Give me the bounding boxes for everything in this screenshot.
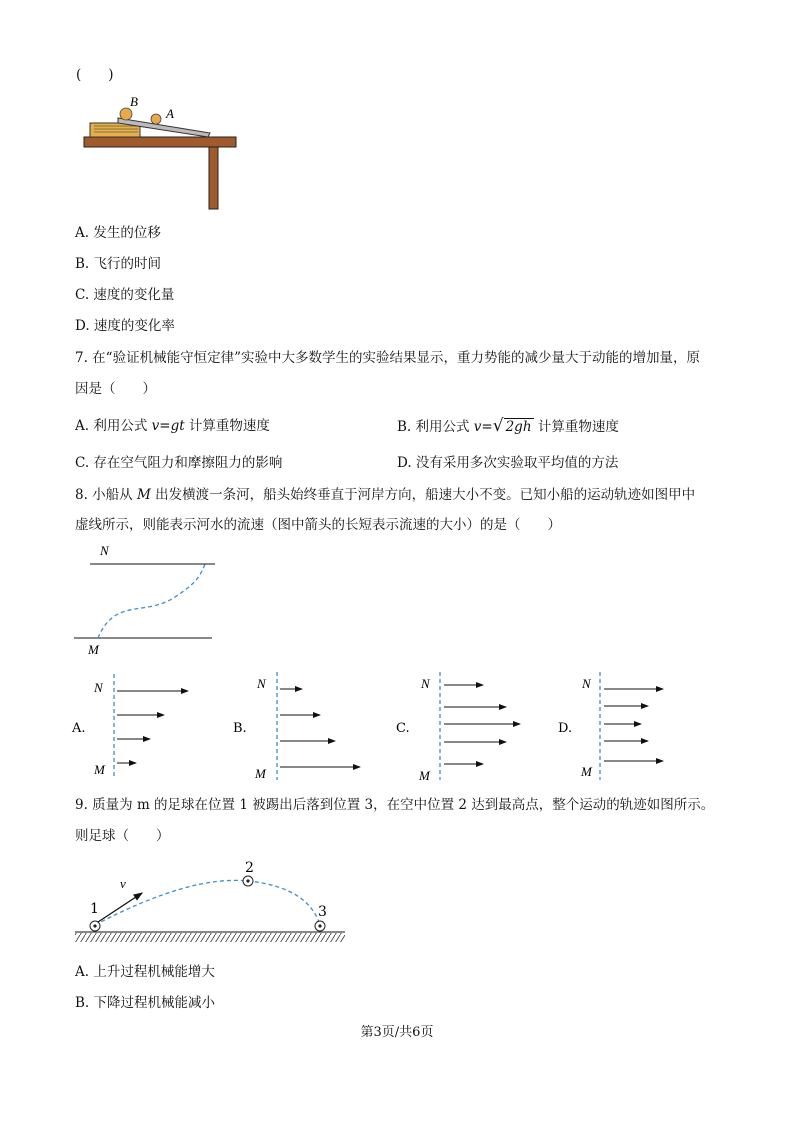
q6-option-d: D. 速度的变化率 bbox=[75, 318, 175, 334]
page-footer: 第3页/共6页 bbox=[360, 1025, 434, 1040]
option-a-n: N bbox=[94, 680, 103, 695]
football-trajectory-figure bbox=[70, 855, 350, 950]
bank-label-m: M bbox=[88, 642, 99, 657]
position-2-label: 2 bbox=[245, 860, 254, 876]
q7-stem-line1: 7. 在“验证机械能守恒定律”实验中大多数学生的实验结果显示，重力势能的减少量大于动能的增加量，原 bbox=[75, 350, 700, 366]
option-d-m: M bbox=[581, 764, 592, 779]
q6-table-figure bbox=[70, 92, 240, 214]
option-d-label: D. bbox=[558, 721, 573, 736]
q7-option-d: D. 没有采用多次实验取平均值的方法 bbox=[397, 455, 619, 471]
q9-stem-line1: 9. 质量为 m 的足球在位置 1 被踢出后落到位置 3，在空中位置 2 达到最高点，整个运动的轨迹如图所示。 bbox=[75, 797, 715, 813]
option-c-diagram bbox=[396, 672, 520, 783]
q6-answer-paren: ( ) bbox=[76, 67, 114, 83]
q9-option-b: B. 下降过程机械能减小 bbox=[75, 995, 216, 1011]
q9-option-a: A. 上升过程机械能增大 bbox=[75, 964, 215, 980]
q8-stem-line1: 8. 小船从 M 出发横渡一条河，船头始终垂直于河岸方向，船速大小不变。已知小船的运动轨迹如图甲中 bbox=[75, 487, 696, 503]
label-b: B bbox=[130, 94, 138, 109]
q6-option-b: B. 飞行的时间 bbox=[75, 256, 162, 272]
option-a-label: A. bbox=[72, 721, 86, 736]
q8-stem-line2: 虚线所示，则能表示河水的流速（图中箭头的长短表示流速的大小）的是（ ） bbox=[75, 517, 561, 533]
sqrt-sign: √ bbox=[492, 416, 504, 436]
q7-option-c: C. 存在空气阻力和摩擦阻力的影响 bbox=[75, 455, 283, 471]
label-a: A bbox=[166, 106, 174, 121]
option-b-label: B. bbox=[233, 721, 247, 736]
option-b-n: N bbox=[257, 676, 266, 691]
option-a-diagram bbox=[71, 674, 188, 778]
option-d-diagram bbox=[558, 672, 663, 780]
position-1-label: 1 bbox=[90, 901, 99, 917]
velocity-label: v bbox=[120, 876, 126, 891]
q9-stem-line2: 则足球（ ） bbox=[75, 828, 170, 844]
option-c-label: C. bbox=[396, 721, 410, 736]
option-a-m: M bbox=[94, 762, 105, 777]
position-3-label: 3 bbox=[318, 904, 327, 920]
option-b-diagram bbox=[233, 672, 360, 781]
q7-stem-line2: 因是（ ） bbox=[75, 381, 156, 397]
q6-option-c: C. 速度的变化量 bbox=[75, 287, 175, 303]
q7-option-b: B. 利用公式 v=√ 2gh 计算重物速度 bbox=[397, 416, 619, 436]
option-b-m: M bbox=[255, 766, 266, 781]
q7-option-a: A. 利用公式 v=gt 计算重物速度 bbox=[75, 418, 270, 434]
q6-option-a: A. 发生的位移 bbox=[75, 225, 161, 241]
option-d-n: N bbox=[582, 676, 591, 691]
bank-label-n: N bbox=[100, 543, 109, 558]
option-c-m: M bbox=[419, 768, 430, 783]
option-c-n: N bbox=[421, 676, 430, 691]
river-trajectory-figure bbox=[70, 542, 220, 660]
flow-options-figure bbox=[70, 670, 690, 785]
